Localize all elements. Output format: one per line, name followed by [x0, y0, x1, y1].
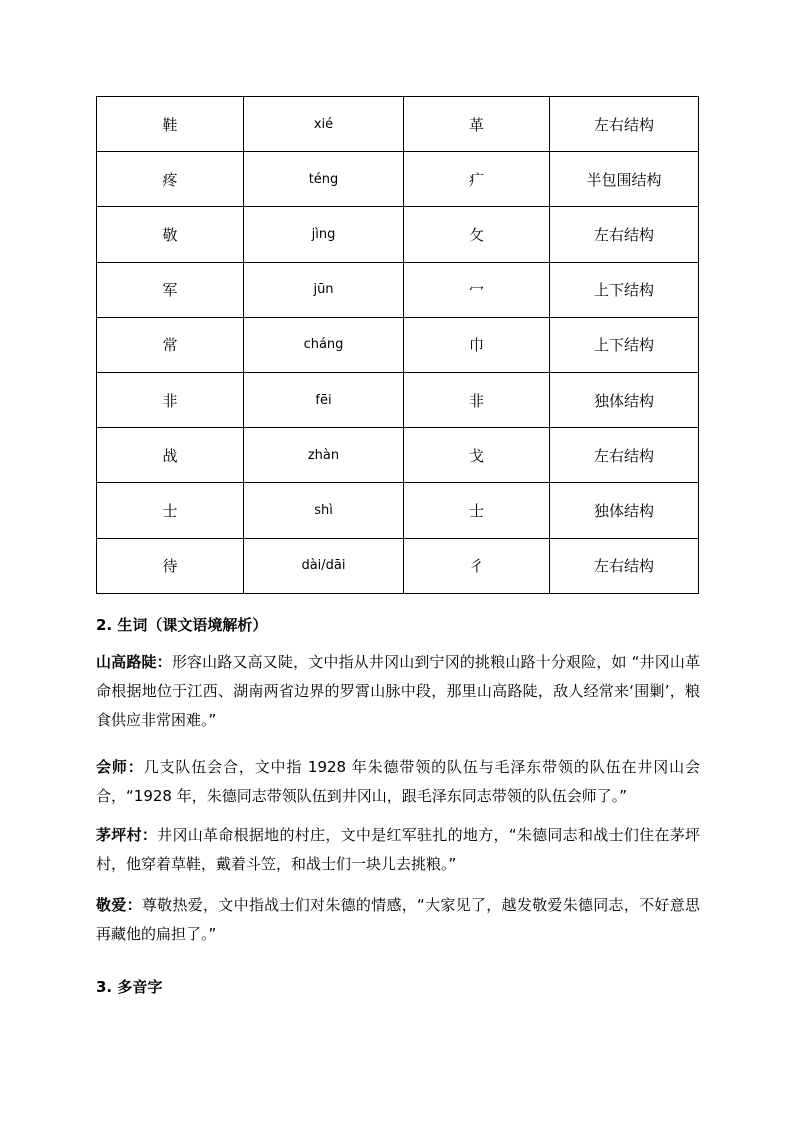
- section-2-heading: 2. 生词（课文语境解析）: [96, 616, 268, 634]
- char-cell: 疼: [97, 152, 244, 207]
- pinyin-cell: cháng: [244, 317, 404, 372]
- vocab-definition: 几支队伍会合，文中指 1928 年朱德带领的队伍与毛泽东带领的队伍在井冈山会合，“1928 年，朱德同志带领队伍到井冈山，跟毛泽东同志带领的队伍会师了。”: [96, 758, 700, 805]
- table-row: [97, 317, 699, 372]
- char-cell: 士: [97, 483, 244, 538]
- structure-cell: 左右结构: [550, 428, 699, 483]
- vocab-definition: 形容山路又高又陡，文中指从井冈山到宁冈的挑粮山路十分艰险，如 “井冈山革命根据地位于江西、湖南两省边界的罗霄山脉中段，那里山高路陡，敌人经常来‘围剿’，粮食供应非常困难。”: [96, 653, 700, 729]
- table-row: [97, 538, 699, 593]
- table-row: [97, 97, 699, 152]
- vocab-term: 山高路陡：: [96, 653, 172, 671]
- vocab-entry-maopingcun: [96, 821, 700, 879]
- pinyin-cell: xié: [244, 97, 404, 152]
- char-cell: 待: [97, 538, 244, 593]
- radical-cell: 冖: [404, 262, 550, 317]
- char-cell: 鞋: [97, 97, 244, 152]
- table-row: [97, 428, 699, 483]
- table-row: [97, 483, 699, 538]
- pinyin-cell: dài/dāi: [244, 538, 404, 593]
- table-row: [97, 372, 699, 427]
- char-cell: 敬: [97, 207, 244, 262]
- radical-cell: 非: [404, 372, 550, 427]
- structure-cell: 独体结构: [550, 372, 699, 427]
- radical-cell: 攵: [404, 207, 550, 262]
- structure-cell: 左右结构: [550, 207, 699, 262]
- char-cell: 常: [97, 317, 244, 372]
- vocab-entry-shangaolodou: [96, 648, 700, 735]
- radical-cell: 巾: [404, 317, 550, 372]
- character-table: [96, 96, 699, 594]
- pinyin-cell: jìng: [244, 207, 404, 262]
- structure-cell: 半包围结构: [550, 152, 699, 207]
- pinyin-cell: fēi: [244, 372, 404, 427]
- table-row: [97, 152, 699, 207]
- structure-cell: 左右结构: [550, 538, 699, 593]
- radical-cell: 戈: [404, 428, 550, 483]
- radical-cell: 疒: [404, 152, 550, 207]
- table-row: [97, 262, 699, 317]
- structure-cell: 左右结构: [550, 97, 699, 152]
- vocab-definition: 尊敬热爱，文中指战士们对朱德的情感，“大家见了，越发敬爱朱德同志，不好意思再藏他的扁担了。”: [96, 896, 700, 943]
- structure-cell: 上下结构: [550, 317, 699, 372]
- vocab-definition: 井冈山革命根据地的村庄，文中是红军驻扎的地方，“朱德同志和战士们住在茅坪村，他穿着草鞋，戴着斗笠，和战士们一块儿去挑粮。”: [96, 826, 700, 873]
- radical-cell: 士: [404, 483, 550, 538]
- vocab-entry-jingai: [96, 891, 700, 949]
- table-row: [97, 207, 699, 262]
- vocab-entry-huishi: [96, 753, 700, 811]
- pinyin-cell: shì: [244, 483, 404, 538]
- pinyin-cell: zhàn: [244, 428, 404, 483]
- char-cell: 非: [97, 372, 244, 427]
- vocab-term: 茅坪村：: [96, 826, 158, 844]
- structure-cell: 上下结构: [550, 262, 699, 317]
- vocab-term: 敬爱：: [96, 896, 142, 914]
- pinyin-cell: jūn: [244, 262, 404, 317]
- char-cell: 军: [97, 262, 244, 317]
- vocab-term: 会师：: [96, 758, 144, 776]
- radical-cell: 彳: [404, 538, 550, 593]
- char-cell: 战: [97, 428, 244, 483]
- pinyin-cell: téng: [244, 152, 404, 207]
- radical-cell: 革: [404, 97, 550, 152]
- section-3-heading: 3. 多音字: [96, 978, 163, 996]
- structure-cell: 独体结构: [550, 483, 699, 538]
